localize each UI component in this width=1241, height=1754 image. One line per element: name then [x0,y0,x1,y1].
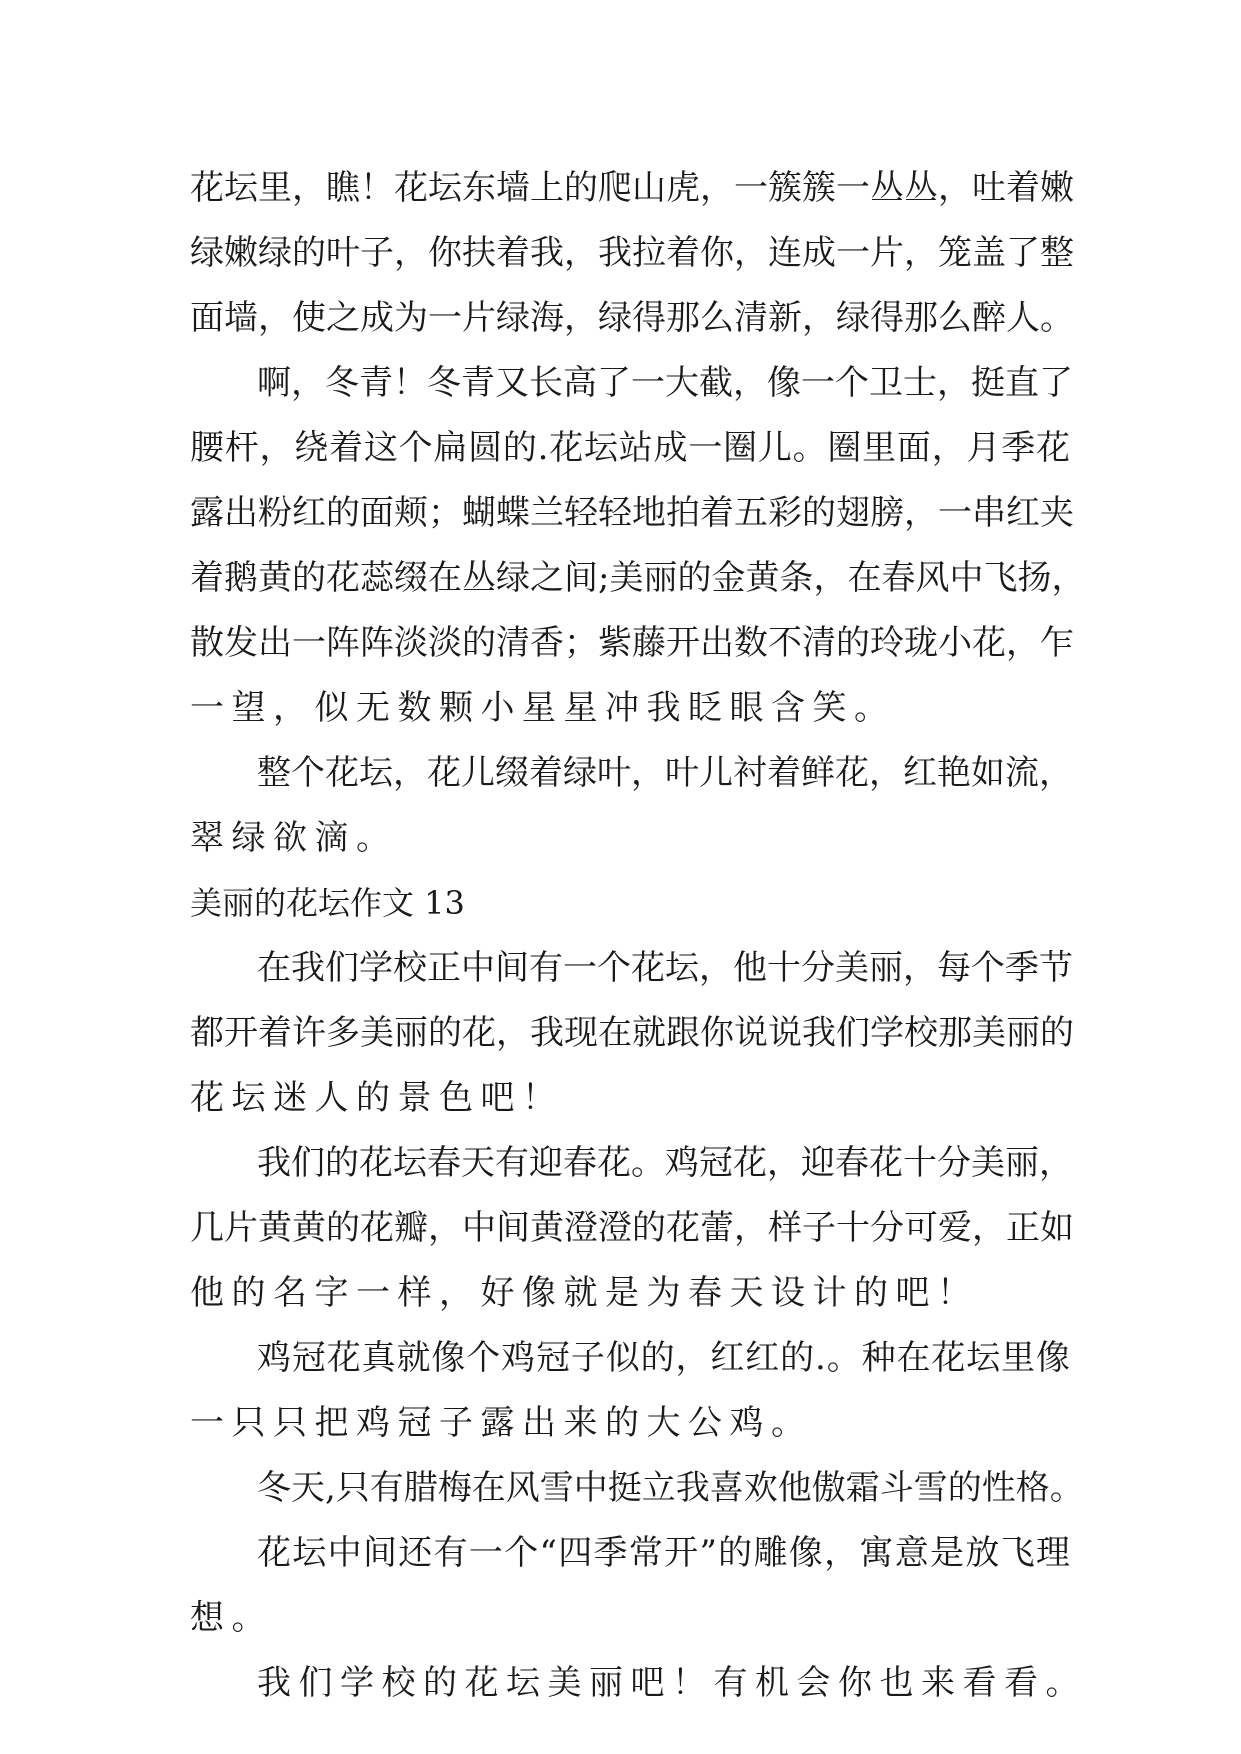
document-body [190,156,1087,1716]
text-line: 鸡冠花真就像个鸡冠子似的，红红的.。种在花坛里像 [257,1338,1070,1378]
text-line: 面墙，使之成为一片绿海，绿得那么清新，绿得那么醉人。 [190,298,1074,338]
text-line: 花坛里，瞧！花坛东墙上的爬山虎，一簇簇一丛丛，吐着嫩 [190,168,1074,208]
text-line: 我们学校的花坛美丽吧！有机会你也来看看。 [257,1663,1087,1703]
text-line: 一只只把鸡冠子露出来的大公鸡。 [190,1403,813,1443]
text-line: 一望，似无数颗小星星冲我眨眼含笑。 [190,688,896,728]
text-line: 啊，冬青！冬青又长高了一大截，像一个卫士，挺直了 [257,363,1073,403]
text-line: 腰杆，绕着这个扁圆的.花坛站成一圈儿。圈里面，月季花 [190,428,1070,468]
text-line: 绿嫩绿的叶子，你扶着我，我拉着你，连成一片，笼盖了整 [190,233,1074,273]
text-line: 露出粉红的面颊；蝴蝶兰轻轻地拍着五彩的翅膀，一串红夹 [190,493,1074,533]
text-line: 都开着许多美丽的花，我现在就跟你说说我们学校那美丽的 [190,1013,1074,1053]
text-line: 着鹅黄的花蕊缀在丛绿之间;美丽的金黄条，在春风中飞扬， [190,558,1086,598]
text-line: 想。 [190,1598,273,1638]
text-line: 花坛中间还有一个“四季常开”的雕像，寓意是放飞理 [257,1533,1070,1573]
text-line: 散发出一阵阵淡淡的清香；紫藤开出数不清的玲珑小花，乍 [190,623,1074,663]
text-line: 他的名字一样，好像就是为春天设计的吧！ [190,1273,979,1313]
text-line: 整个花坛，花儿缀着绿叶，叶儿衬着鲜花，红艳如流， [257,753,1073,793]
text-line: 翠绿欲滴。 [190,818,398,858]
text-line: 我们的花坛春天有迎春花。鸡冠花，迎春花十分美丽， [257,1143,1073,1183]
section-heading: 美丽的花坛作文 13 [190,884,465,922]
text-line: 冬天,只有腊梅在风雪中挺立我喜欢他傲霜斗雪的性格。 [257,1468,1084,1508]
text-line: 在我们学校正中间有一个花坛，他十分美丽，每个季节 [257,948,1073,988]
text-line: 几片黄黄的花瓣，中间黄澄澄的花蕾，样子十分可爱，正如 [190,1208,1074,1248]
text-line: 花坛迷人的景色吧！ [190,1078,564,1118]
